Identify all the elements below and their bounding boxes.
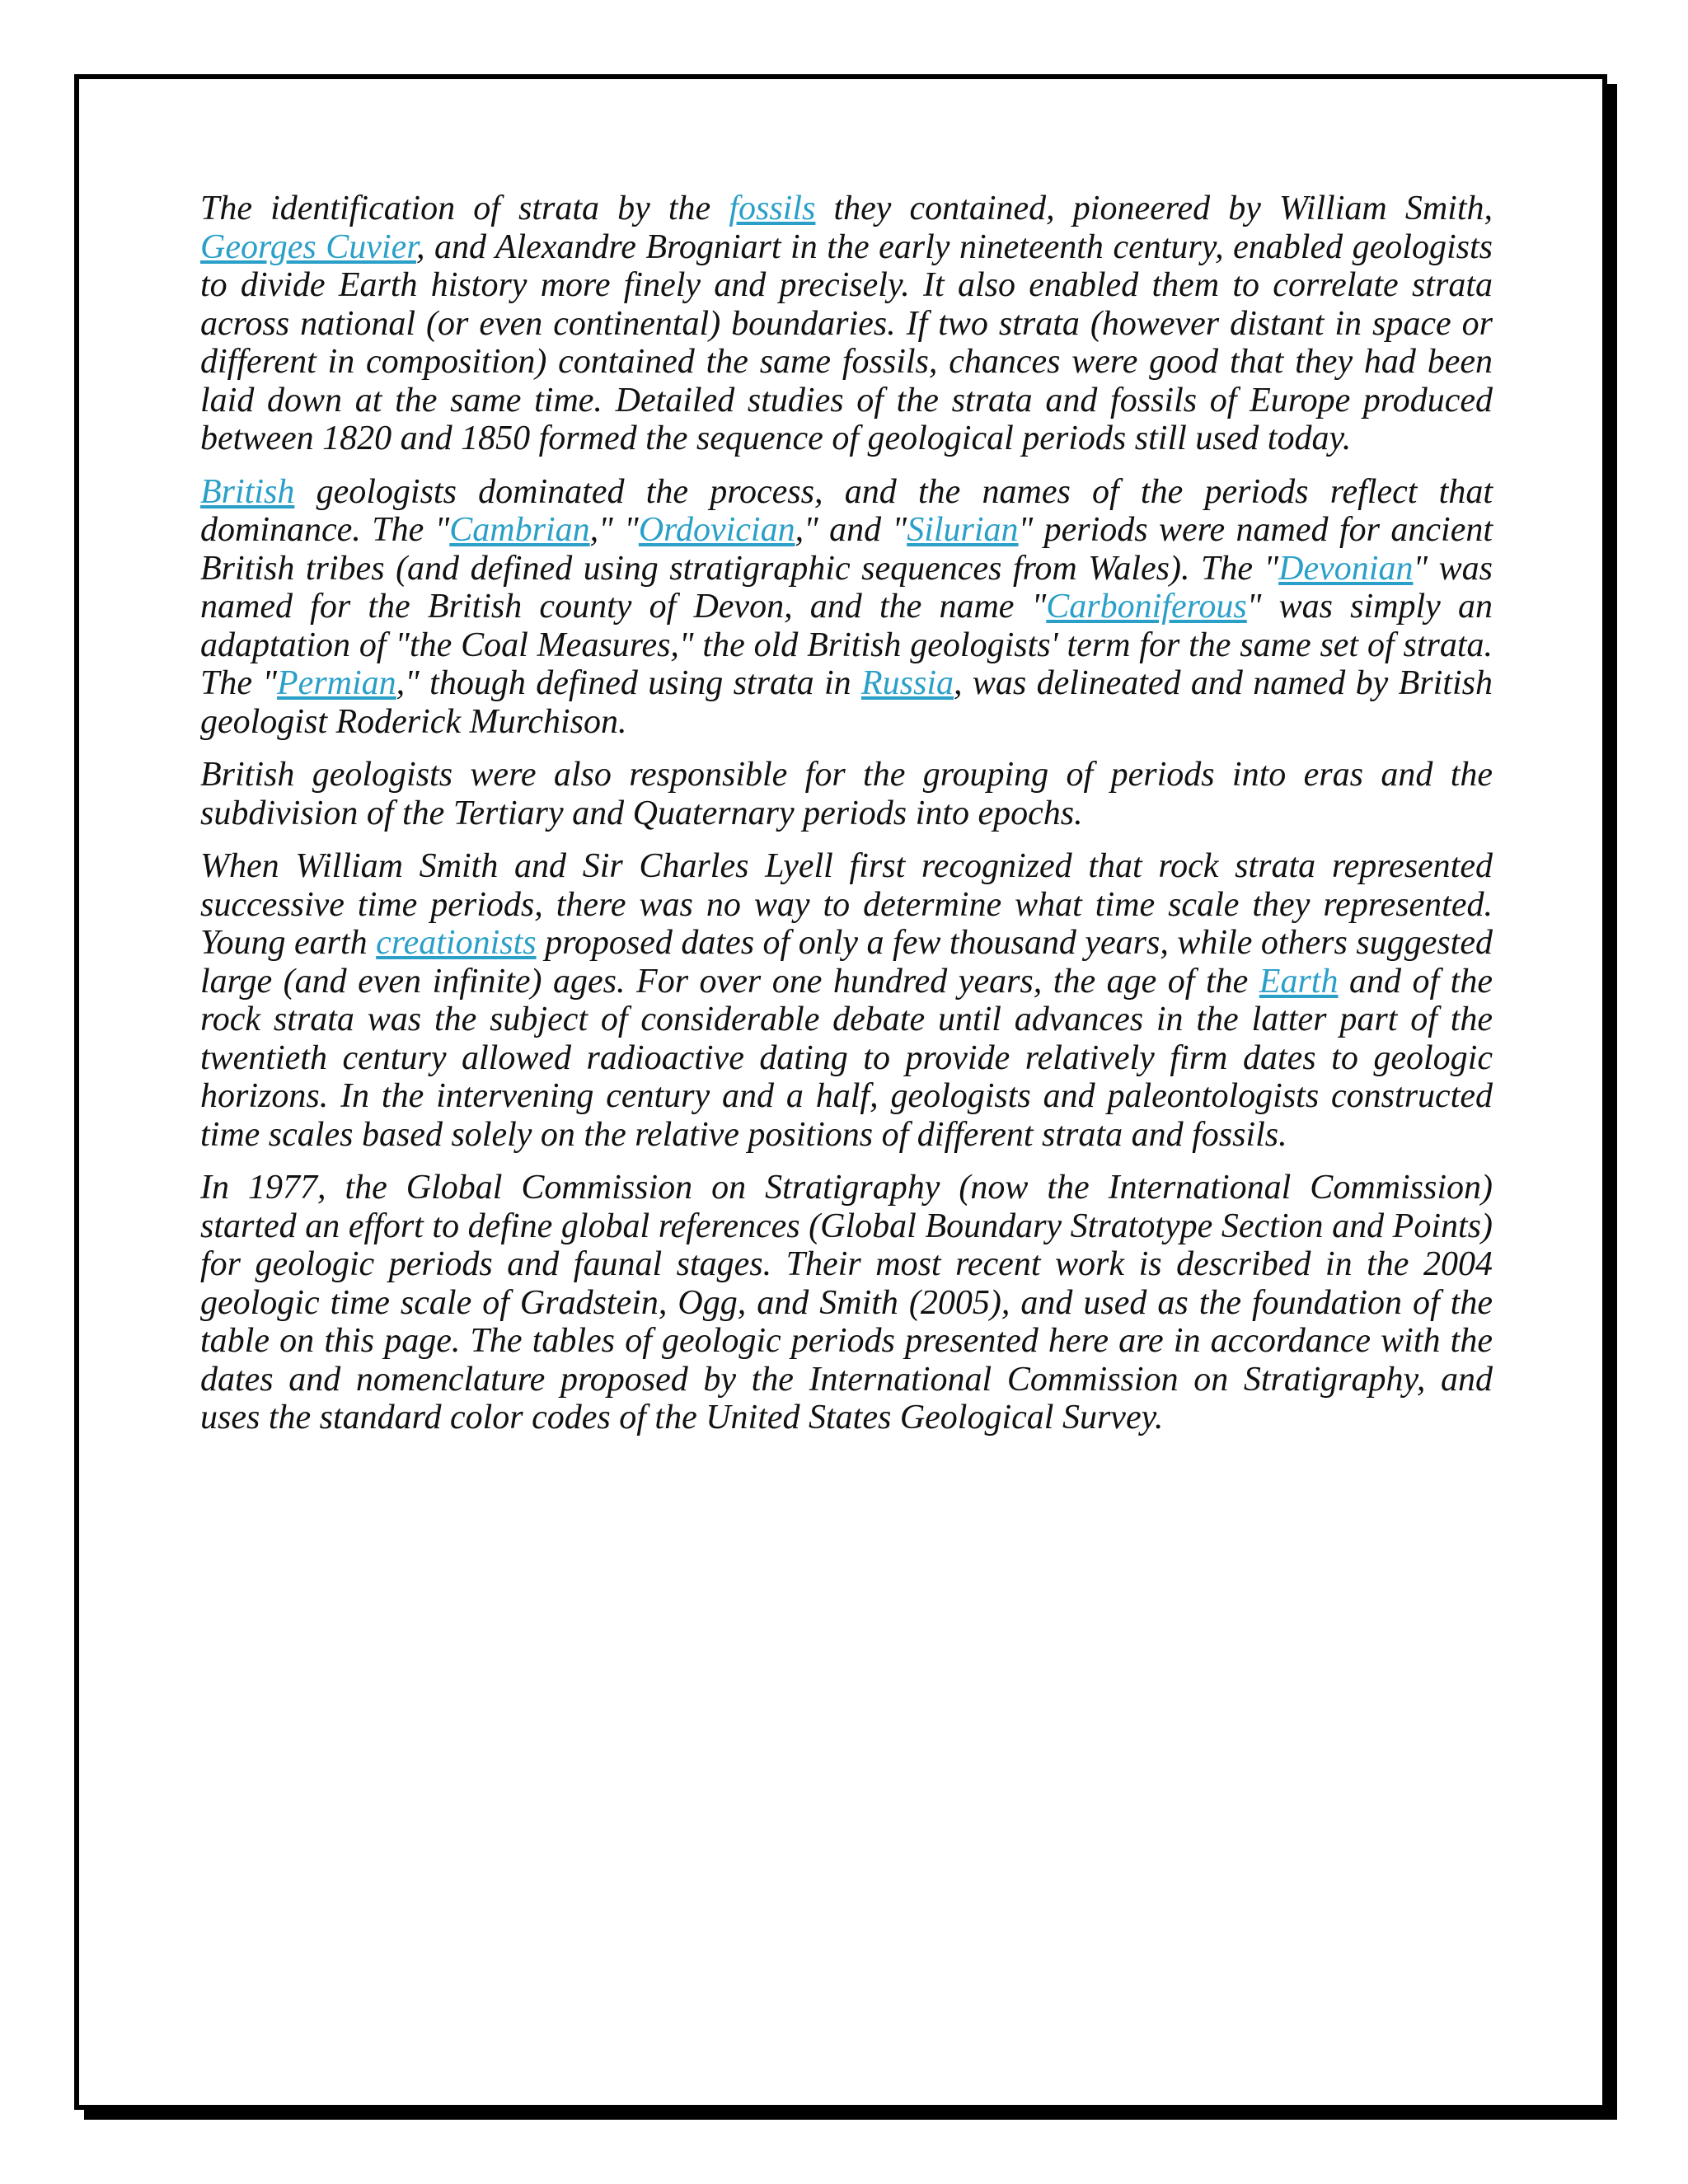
text-run: British geologists were also responsible for the grouping of periods into eras and the subdivision of the Tertiary and Quaternary periods into epochs. [200, 756, 1493, 832]
paragraph [200, 473, 1493, 742]
text-run: proposed dates of only a few thousand years, while others suggested large (and even infinite) ages. For over one hundred years, the age of the [200, 924, 1493, 1001]
link-cambrian[interactable]: Cambrian [449, 511, 590, 549]
link-creationists[interactable]: creationists [376, 924, 537, 962]
paragraph [200, 847, 1493, 1154]
text-run: " was named for the British county of Devon, and the name " [200, 549, 1493, 626]
paragraph [200, 190, 1493, 458]
text-run: ," " [589, 511, 639, 549]
text-run: When William Smith and Sir Charles Lyell first recognized that rock strata represented successive time periods, there was no way to determine what time scale they represented. Young earth [200, 847, 1493, 962]
text-run: ," and " [795, 511, 907, 549]
link-permian[interactable]: Permian [277, 664, 396, 702]
link-ordovician[interactable]: Ordovician [638, 511, 795, 549]
text-run: ," though defined using strata in [396, 664, 862, 702]
document-body [200, 190, 1493, 1452]
link-georges-cuvier[interactable]: Georges Cuvier [200, 227, 416, 266]
link-fossils[interactable]: fossils [729, 190, 816, 227]
text-run: , and Alexandre Brogniart in the early nineteenth century, enabled geologists to divide Earth history more finely and precisely. It also enabled them to correlate strata across national (or even continental) boundaries. If two strata (however distant in space or different in composition) contained the same fossils, chances were good that they had been laid down at the same time. Detailed studies of the strata and fossils of Europe produced between 1820 and 1850 formed the sequence of geological periods still used today. [200, 227, 1493, 457]
paragraph [200, 756, 1493, 832]
text-run: In 1977, the Global Commission on Stratigraphy (now the International Commission) started an effort to define global references (Global Boundary Stratotype Section and Points) for geologic periods and faunal stages. Their most recent work is described in the 2004 geologic time scale of Gradstein, Ogg, and Smith (2005), and used as the foundation of the table on this page. The tables of geologic periods presented here are in accordance with the dates and nomenclature proposed by the International Commission on Stratigraphy, and uses the standard color codes of the United States Geological Survey. [200, 1169, 1493, 1436]
link-devonian[interactable]: Devonian [1278, 549, 1414, 588]
text-run: geologists dominated the process, and the names of the periods reflect that dominance. The " [200, 472, 1493, 549]
link-carboniferous[interactable]: Carboniferous [1046, 588, 1247, 626]
text-run: , was delineated and named by British geologist Roderick Murchison. [200, 664, 1493, 741]
text-run: " periods were named for ancient British tribes (and defined using stratigraphic sequences from Wales). The " [200, 511, 1493, 588]
text-run: and of the rock strata was the subject of considerable debate until advances in the latter part of the twentieth century allowed radioactive dating to provide relatively firm dates to geologic horizons. In the intervening century and a half, geologists and paleontologists constructed time scales based solely on the relative positions of different strata and fossils. [200, 962, 1493, 1154]
text-run: The identification of strata by the [200, 190, 729, 227]
link-russia[interactable]: Russia [861, 664, 954, 702]
link-earth[interactable]: Earth [1259, 962, 1339, 1001]
link-british[interactable]: British [200, 472, 295, 511]
text-run: " was simply an adaptation of "the Coal Measures," the old British geologists' term for the same set of strata. The " [200, 588, 1493, 702]
link-silurian[interactable]: Silurian [907, 511, 1019, 549]
paragraph [200, 1169, 1493, 1437]
text-run: they contained, pioneered by William Smith, [815, 190, 1493, 227]
